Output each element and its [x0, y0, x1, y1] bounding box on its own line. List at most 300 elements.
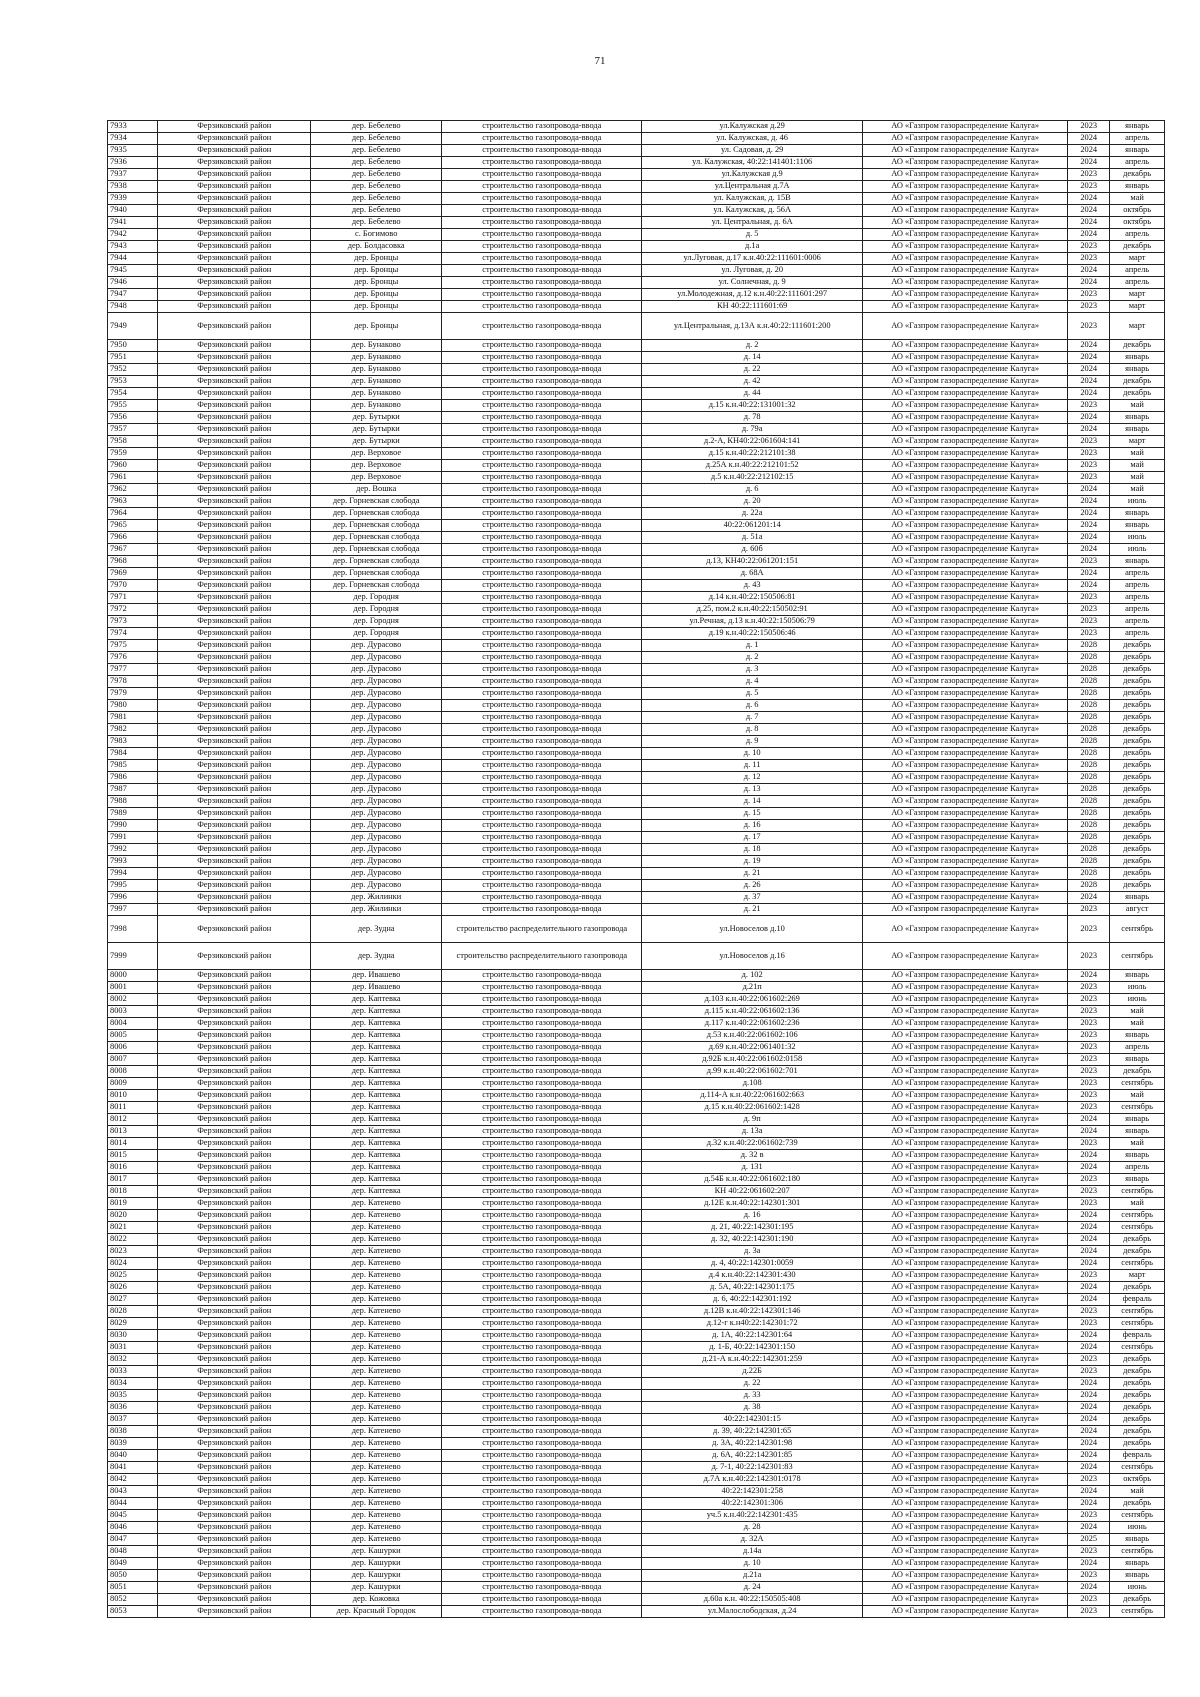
table-row	[108, 604, 1165, 616]
work-type-cell: строительство газопровода-ввода	[442, 472, 642, 484]
month-cell: февраль	[1110, 1294, 1165, 1306]
work-type-cell: строительство газопровода-ввода	[442, 970, 642, 982]
locality-cell: с. Богимово	[310, 229, 441, 241]
month-cell: май	[1110, 484, 1165, 496]
year-cell: 2023	[1068, 313, 1110, 340]
locality-cell: дер. Бунаково	[310, 352, 441, 364]
organization-cell: АО «Газпром газораспределение Калуга»	[863, 1066, 1068, 1078]
locality-cell: дер. Катенево	[310, 1390, 441, 1402]
row-number-cell: 8002	[108, 994, 158, 1006]
locality-cell: дер. Катенево	[310, 1258, 441, 1270]
address-cell: д.12-г к.н40:22:142301:72	[642, 1318, 863, 1330]
month-cell: декабрь	[1110, 388, 1165, 400]
organization-cell: АО «Газпром газораспределение Калуга»	[863, 544, 1068, 556]
row-number-cell: 7934	[108, 133, 158, 145]
month-cell: октябрь	[1110, 1474, 1165, 1486]
year-cell: 2023	[1068, 1366, 1110, 1378]
month-cell: сентябрь	[1110, 1546, 1165, 1558]
organization-cell: АО «Газпром газораспределение Калуга»	[863, 1210, 1068, 1222]
organization-cell: АО «Газпром газораспределение Калуга»	[863, 1234, 1068, 1246]
locality-cell: дер. Бутырки	[310, 436, 441, 448]
organization-cell: АО «Газпром газораспределение Калуга»	[863, 229, 1068, 241]
organization-cell: АО «Газпром газораспределение Калуга»	[863, 982, 1068, 994]
organization-cell: АО «Газпром газораспределение Калуга»	[863, 664, 1068, 676]
row-number-cell: 7967	[108, 544, 158, 556]
table-row	[108, 904, 1165, 916]
district-cell: Ферзиковский район	[158, 376, 311, 388]
row-number-cell: 7991	[108, 832, 158, 844]
row-number-cell: 7963	[108, 496, 158, 508]
month-cell: декабрь	[1110, 1390, 1165, 1402]
table-row	[108, 352, 1165, 364]
address-cell: д.12Е к.н.40:22:142301:301	[642, 1198, 863, 1210]
work-type-cell: строительство газопровода-ввода	[442, 1018, 642, 1030]
year-cell: 2023	[1068, 592, 1110, 604]
organization-cell: АО «Газпром газораспределение Калуга»	[863, 1606, 1068, 1618]
row-number-cell: 8029	[108, 1318, 158, 1330]
table-row	[108, 556, 1165, 568]
district-cell: Ферзиковский район	[158, 580, 311, 592]
organization-cell: АО «Газпром газораспределение Калуга»	[863, 205, 1068, 217]
locality-cell: дер. Дурасово	[310, 700, 441, 712]
organization-cell: АО «Газпром газораспределение Калуга»	[863, 604, 1068, 616]
district-cell: Ферзиковский район	[158, 616, 311, 628]
year-cell: 2023	[1068, 460, 1110, 472]
work-type-cell: строительство газопровода-ввода	[442, 301, 642, 313]
address-cell: д.4 к.н.40:22:142301:430	[642, 1270, 863, 1282]
table-row	[108, 760, 1165, 772]
address-cell: д. 4	[642, 676, 863, 688]
year-cell: 2024	[1068, 1402, 1110, 1414]
year-cell: 2023	[1068, 1474, 1110, 1486]
table-row	[108, 400, 1165, 412]
month-cell: декабрь	[1110, 1366, 1165, 1378]
year-cell: 2023	[1068, 301, 1110, 313]
row-number-cell: 8023	[108, 1246, 158, 1258]
address-cell: д. 19	[642, 856, 863, 868]
row-number-cell: 7999	[108, 943, 158, 970]
locality-cell: дер. Каптевка	[310, 1042, 441, 1054]
work-type-cell: строительство газопровода-ввода	[442, 856, 642, 868]
year-cell: 2028	[1068, 640, 1110, 652]
work-type-cell: строительство газопровода-ввода	[442, 277, 642, 289]
work-type-cell: строительство газопровода-ввода	[442, 1426, 642, 1438]
row-number-cell: 7940	[108, 205, 158, 217]
work-type-cell: строительство газопровода-ввода	[442, 205, 642, 217]
work-type-cell: строительство газопровода-ввода	[442, 844, 642, 856]
month-cell: январь	[1110, 1114, 1165, 1126]
work-type-cell: строительство газопровода-ввода	[442, 364, 642, 376]
work-type-cell: строительство газопровода-ввода	[442, 556, 642, 568]
work-type-cell: строительство газопровода-ввода	[442, 1546, 642, 1558]
month-cell: декабрь	[1110, 640, 1165, 652]
locality-cell: дер. Бебелево	[310, 217, 441, 229]
district-cell: Ферзиковский район	[158, 253, 311, 265]
locality-cell: дер. Катенево	[310, 1414, 441, 1426]
year-cell: 2023	[1068, 436, 1110, 448]
locality-cell: дер. Каптевка	[310, 1078, 441, 1090]
organization-cell: АО «Газпром газораспределение Калуга»	[863, 484, 1068, 496]
row-number-cell: 8052	[108, 1594, 158, 1606]
month-cell: январь	[1110, 892, 1165, 904]
district-cell: Ферзиковский район	[158, 520, 311, 532]
address-cell: д. 21, 40:22:142301:195	[642, 1222, 863, 1234]
work-type-cell: строительство газопровода-ввода	[442, 880, 642, 892]
month-cell: январь	[1110, 1174, 1165, 1186]
address-cell: д.60а к.н. 40:22:150505:408	[642, 1594, 863, 1606]
year-cell: 2024	[1068, 1558, 1110, 1570]
row-number-cell: 7973	[108, 616, 158, 628]
organization-cell: АО «Газпром газораспределение Калуга»	[863, 688, 1068, 700]
month-cell: октябрь	[1110, 217, 1165, 229]
month-cell: декабрь	[1110, 832, 1165, 844]
address-cell: д. 78	[642, 412, 863, 424]
address-cell: д.69 к.н.40:22:061401:32	[642, 1042, 863, 1054]
month-cell: сентябрь	[1110, 1102, 1165, 1114]
month-cell: декабрь	[1110, 376, 1165, 388]
year-cell: 2024	[1068, 229, 1110, 241]
organization-cell: АО «Газпром газораспределение Калуга»	[863, 1306, 1068, 1318]
district-cell: Ферзиковский район	[158, 241, 311, 253]
work-type-cell: строительство газопровода-ввода	[442, 544, 642, 556]
table-row	[108, 568, 1165, 580]
locality-cell: дер. Дурасово	[310, 712, 441, 724]
organization-cell: АО «Газпром газораспределение Калуга»	[863, 340, 1068, 352]
locality-cell: дер. Каптевка	[310, 1162, 441, 1174]
address-cell: д. 11	[642, 760, 863, 772]
year-cell: 2024	[1068, 1258, 1110, 1270]
address-cell: д. 22	[642, 1378, 863, 1390]
organization-cell: АО «Газпром газораспределение Калуга»	[863, 436, 1068, 448]
year-cell: 2024	[1068, 484, 1110, 496]
table-row	[108, 892, 1165, 904]
locality-cell: дер. Горневская слобода	[310, 568, 441, 580]
row-number-cell: 7974	[108, 628, 158, 640]
table-row	[108, 1462, 1165, 1474]
work-type-cell: строительство газопровода-ввода	[442, 712, 642, 724]
table-row	[108, 157, 1165, 169]
month-cell: декабрь	[1110, 1594, 1165, 1606]
locality-cell: дер. Бунаково	[310, 388, 441, 400]
organization-cell: АО «Газпром газораспределение Калуга»	[863, 880, 1068, 892]
month-cell: декабрь	[1110, 169, 1165, 181]
work-type-cell: строительство газопровода-ввода	[442, 193, 642, 205]
work-type-cell: строительство газопровода-ввода	[442, 982, 642, 994]
table-row	[108, 1042, 1165, 1054]
locality-cell: дер. Бронцы	[310, 253, 441, 265]
year-cell: 2028	[1068, 664, 1110, 676]
organization-cell: АО «Газпром газораспределение Калуга»	[863, 1366, 1068, 1378]
address-cell: д.12В к.н.40:22:142301:146	[642, 1306, 863, 1318]
month-cell: май	[1110, 1486, 1165, 1498]
district-cell: Ферзиковский район	[158, 1498, 311, 1510]
work-type-cell: строительство газопровода-ввода	[442, 994, 642, 1006]
organization-cell: АО «Газпром газораспределение Калуга»	[863, 1162, 1068, 1174]
row-number-cell: 8015	[108, 1150, 158, 1162]
month-cell: апрель	[1110, 628, 1165, 640]
district-cell: Ферзиковский район	[158, 676, 311, 688]
table-row	[108, 1354, 1165, 1366]
table-row	[108, 1606, 1165, 1618]
address-cell: д. 10	[642, 748, 863, 760]
district-cell: Ферзиковский район	[158, 994, 311, 1006]
district-cell: Ферзиковский район	[158, 265, 311, 277]
year-cell: 2023	[1068, 1546, 1110, 1558]
address-cell: д. 13	[642, 784, 863, 796]
table-row	[108, 1102, 1165, 1114]
address-cell: д. 33	[642, 1390, 863, 1402]
month-cell: январь	[1110, 970, 1165, 982]
district-cell: Ферзиковский район	[158, 352, 311, 364]
row-number-cell: 7937	[108, 169, 158, 181]
district-cell: Ферзиковский район	[158, 1162, 311, 1174]
address-cell: д.21-А к.н.40:22:142301:259	[642, 1354, 863, 1366]
address-cell: ул.Центральная д.7А	[642, 181, 863, 193]
row-number-cell: 7966	[108, 532, 158, 544]
district-cell: Ферзиковский район	[158, 652, 311, 664]
row-number-cell: 8028	[108, 1306, 158, 1318]
month-cell: май	[1110, 1006, 1165, 1018]
address-cell: д.114-А к.н.40:22:061602:663	[642, 1090, 863, 1102]
organization-cell: АО «Газпром газораспределение Калуга»	[863, 832, 1068, 844]
table-row	[108, 943, 1165, 970]
year-cell: 2024	[1068, 1246, 1110, 1258]
organization-cell: АО «Газпром газораспределение Калуга»	[863, 1570, 1068, 1582]
locality-cell: дер. Катенево	[310, 1426, 441, 1438]
locality-cell: дер. Каптевка	[310, 1102, 441, 1114]
row-number-cell: 7944	[108, 253, 158, 265]
month-cell: май	[1110, 1198, 1165, 1210]
address-cell: д. 6	[642, 484, 863, 496]
year-cell: 2024	[1068, 1210, 1110, 1222]
row-number-cell: 8038	[108, 1426, 158, 1438]
row-number-cell: 7964	[108, 508, 158, 520]
district-cell: Ферзиковский район	[158, 364, 311, 376]
locality-cell: дер. Бутырки	[310, 424, 441, 436]
work-type-cell: строительство газопровода-ввода	[442, 1342, 642, 1354]
table-row	[108, 1294, 1165, 1306]
organization-cell: АО «Газпром газораспределение Калуга»	[863, 508, 1068, 520]
table-row	[108, 1342, 1165, 1354]
row-number-cell: 8004	[108, 1018, 158, 1030]
work-type-cell: строительство газопровода-ввода	[442, 700, 642, 712]
table-row	[108, 1210, 1165, 1222]
table-row	[108, 241, 1165, 253]
row-number-cell: 8009	[108, 1078, 158, 1090]
row-number-cell: 7954	[108, 388, 158, 400]
address-cell: д.115 к.н.40:22:061602:136	[642, 1006, 863, 1018]
district-cell: Ферзиковский район	[158, 736, 311, 748]
address-cell: д. 7	[642, 712, 863, 724]
month-cell: январь	[1110, 364, 1165, 376]
address-cell: д.14а	[642, 1546, 863, 1558]
work-type-cell: строительство газопровода-ввода	[442, 676, 642, 688]
year-cell: 2024	[1068, 1282, 1110, 1294]
locality-cell: дер. Дурасово	[310, 664, 441, 676]
district-cell: Ферзиковский район	[158, 712, 311, 724]
table-row	[108, 121, 1165, 133]
district-cell: Ферзиковский район	[158, 496, 311, 508]
organization-cell: АО «Газпром газораспределение Калуга»	[863, 1270, 1068, 1282]
locality-cell: дер. Катенево	[310, 1450, 441, 1462]
year-cell: 2024	[1068, 1390, 1110, 1402]
year-cell: 2028	[1068, 676, 1110, 688]
district-cell: Ферзиковский район	[158, 592, 311, 604]
district-cell: Ферзиковский район	[158, 820, 311, 832]
locality-cell: дер. Дурасово	[310, 868, 441, 880]
work-type-cell: строительство газопровода-ввода	[442, 1210, 642, 1222]
address-cell: д.99 к.н.40:22:061602:701	[642, 1066, 863, 1078]
work-type-cell: строительство газопровода-ввода	[442, 652, 642, 664]
year-cell: 2023	[1068, 289, 1110, 301]
work-type-cell: строительство газопровода-ввода	[442, 1438, 642, 1450]
address-cell: д. 3	[642, 664, 863, 676]
locality-cell: дер. Горневская слобода	[310, 580, 441, 592]
work-type-cell: строительство газопровода-ввода	[442, 1042, 642, 1054]
locality-cell: дер. Дурасово	[310, 856, 441, 868]
locality-cell: дер. Дурасово	[310, 760, 441, 772]
locality-cell: дер. Каптевка	[310, 1030, 441, 1042]
address-cell: ул.Новоселов д.10	[642, 916, 863, 943]
year-cell: 2023	[1068, 1054, 1110, 1066]
district-cell: Ферзиковский район	[158, 1594, 311, 1606]
month-cell: декабрь	[1110, 1414, 1165, 1426]
table-row	[108, 652, 1165, 664]
year-cell: 2023	[1068, 982, 1110, 994]
locality-cell: дер. Городня	[310, 604, 441, 616]
address-cell: д. 1	[642, 640, 863, 652]
row-number-cell: 8049	[108, 1558, 158, 1570]
locality-cell: дер. Бебелево	[310, 193, 441, 205]
address-cell: д.25А к.н.40:22:212101:52	[642, 460, 863, 472]
row-number-cell: 7961	[108, 472, 158, 484]
table-row	[108, 448, 1165, 460]
locality-cell: дер. Дурасово	[310, 844, 441, 856]
organization-cell: АО «Газпром газораспределение Калуга»	[863, 1426, 1068, 1438]
row-number-cell: 8041	[108, 1462, 158, 1474]
work-type-cell: строительство газопровода-ввода	[442, 892, 642, 904]
table-row	[108, 1234, 1165, 1246]
work-type-cell: строительство газопровода-ввода	[442, 1258, 642, 1270]
organization-cell: АО «Газпром газораспределение Калуга»	[863, 1054, 1068, 1066]
row-number-cell: 7946	[108, 277, 158, 289]
locality-cell: дер. Дурасово	[310, 772, 441, 784]
month-cell: июнь	[1110, 1582, 1165, 1594]
district-cell: Ферзиковский район	[158, 388, 311, 400]
organization-cell: АО «Газпром газораспределение Калуга»	[863, 1318, 1068, 1330]
month-cell: январь	[1110, 508, 1165, 520]
row-number-cell: 7978	[108, 676, 158, 688]
row-number-cell: 8010	[108, 1090, 158, 1102]
locality-cell: дер. Верховое	[310, 460, 441, 472]
organization-cell: АО «Газпром газораспределение Калуга»	[863, 1330, 1068, 1342]
locality-cell: дер. Катенево	[310, 1366, 441, 1378]
district-cell: Ферзиковский район	[158, 1174, 311, 1186]
row-number-cell: 7947	[108, 289, 158, 301]
work-type-cell: строительство газопровода-ввода	[442, 1594, 642, 1606]
table-row	[108, 1198, 1165, 1210]
district-cell: Ферзиковский район	[158, 1234, 311, 1246]
table-row	[108, 229, 1165, 241]
table-row	[108, 1438, 1165, 1450]
address-cell: д.15 к.н.40:22:061602:1428	[642, 1102, 863, 1114]
district-cell: Ферзиковский район	[158, 1198, 311, 1210]
locality-cell: дер. Дурасово	[310, 736, 441, 748]
district-cell: Ферзиковский район	[158, 229, 311, 241]
locality-cell: дер. Кашурки	[310, 1546, 441, 1558]
row-number-cell: 8039	[108, 1438, 158, 1450]
address-cell: д. 26	[642, 880, 863, 892]
locality-cell: дер. Каптевка	[310, 1126, 441, 1138]
address-cell: д. 21	[642, 904, 863, 916]
address-cell: ул.Молодежная, д.12 к.н.40:22:111601:297	[642, 289, 863, 301]
district-cell: Ферзиковский район	[158, 1102, 311, 1114]
year-cell: 2024	[1068, 265, 1110, 277]
district-cell: Ферзиковский район	[158, 1546, 311, 1558]
address-cell: д. 2	[642, 652, 863, 664]
work-type-cell: строительство газопровода-ввода	[442, 388, 642, 400]
year-cell: 2024	[1068, 412, 1110, 424]
locality-cell: дер. Катенево	[310, 1402, 441, 1414]
address-cell: д. 16	[642, 1210, 863, 1222]
organization-cell: АО «Газпром газораспределение Калуга»	[863, 1498, 1068, 1510]
row-number-cell: 7958	[108, 436, 158, 448]
table-row	[108, 748, 1165, 760]
row-number-cell: 7965	[108, 520, 158, 532]
district-cell: Ферзиковский район	[158, 157, 311, 169]
organization-cell: АО «Газпром газораспределение Калуга»	[863, 1174, 1068, 1186]
district-cell: Ферзиковский район	[158, 943, 311, 970]
table-row	[108, 628, 1165, 640]
work-type-cell: строительство газопровода-ввода	[442, 460, 642, 472]
month-cell: апрель	[1110, 592, 1165, 604]
organization-cell: АО «Газпром газораспределение Калуга»	[863, 1018, 1068, 1030]
table-row	[108, 916, 1165, 943]
district-cell: Ферзиковский район	[158, 121, 311, 133]
locality-cell: дер. Каптевка	[310, 1150, 441, 1162]
year-cell: 2024	[1068, 388, 1110, 400]
row-number-cell: 7994	[108, 868, 158, 880]
work-type-cell: строительство газопровода-ввода	[442, 145, 642, 157]
organization-cell: АО «Газпром газораспределение Калуга»	[863, 970, 1068, 982]
work-type-cell: строительство газопровода-ввода	[442, 133, 642, 145]
month-cell: декабрь	[1110, 1426, 1165, 1438]
district-cell: Ферзиковский район	[158, 808, 311, 820]
district-cell: Ферзиковский район	[158, 1150, 311, 1162]
month-cell: сентябрь	[1110, 1258, 1165, 1270]
work-type-cell: строительство газопровода-ввода	[442, 604, 642, 616]
address-cell: ул. Луговая, д. 20	[642, 265, 863, 277]
row-number-cell: 8035	[108, 1390, 158, 1402]
year-cell: 2028	[1068, 772, 1110, 784]
year-cell: 2023	[1068, 616, 1110, 628]
year-cell: 2023	[1068, 1102, 1110, 1114]
row-number-cell: 8017	[108, 1174, 158, 1186]
organization-cell: АО «Газпром газораспределение Калуга»	[863, 217, 1068, 229]
district-cell: Ферзиковский район	[158, 1450, 311, 1462]
work-type-cell: строительство газопровода-ввода	[442, 1102, 642, 1114]
address-cell: д.54Б к.н.40:22:061602:180	[642, 1174, 863, 1186]
address-cell: ул.Малослободская, д.24	[642, 1606, 863, 1618]
locality-cell: дер. Горневская слобода	[310, 496, 441, 508]
address-cell: д. 79а	[642, 424, 863, 436]
year-cell: 2024	[1068, 1462, 1110, 1474]
organization-cell: АО «Газпром газораспределение Калуга»	[863, 448, 1068, 460]
row-number-cell: 7988	[108, 796, 158, 808]
locality-cell: дер. Бебелево	[310, 121, 441, 133]
address-cell: д. 12	[642, 772, 863, 784]
table-row	[108, 376, 1165, 388]
